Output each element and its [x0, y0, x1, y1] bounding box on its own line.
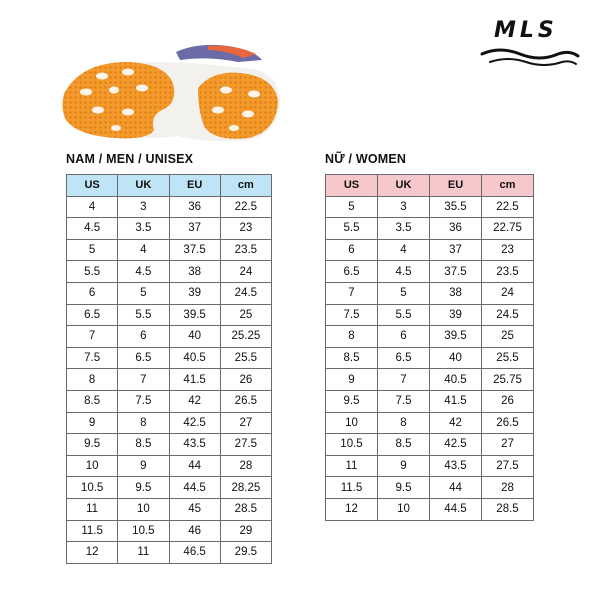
size-cell-eu: 40.5: [169, 347, 220, 369]
table-row: [326, 239, 534, 261]
size-cell-uk: 10: [118, 498, 169, 520]
header-uk: UK: [118, 175, 169, 197]
size-cell-eu: 46.5: [169, 542, 220, 564]
size-cell-eu: 37: [169, 218, 220, 240]
size-cell-us: 9: [67, 412, 118, 434]
size-cell-cm: 23: [220, 218, 271, 240]
size-cell-cm: 28: [220, 455, 271, 477]
size-cell-eu: 42.5: [430, 434, 482, 456]
size-cell-uk: 4: [378, 239, 430, 261]
size-cell-uk: 3: [118, 196, 169, 218]
header-eu: EU: [169, 175, 220, 197]
size-cell-uk: 6: [378, 326, 430, 348]
size-cell-cm: 29: [220, 520, 271, 542]
size-cell-eu: 38: [430, 282, 482, 304]
size-cell-cm: 28.5: [220, 498, 271, 520]
size-cell-eu: 44.5: [430, 498, 482, 520]
table-row: [67, 477, 272, 499]
women-size-title: NỮ / WOMEN: [325, 152, 407, 166]
size-cell-cm: 24.5: [482, 304, 534, 326]
size-cell-uk: 8: [118, 412, 169, 434]
header-us: US: [67, 175, 118, 197]
size-cell-uk: 9: [118, 455, 169, 477]
table-row: [67, 369, 272, 391]
size-cell-us: 10.5: [326, 434, 378, 456]
size-cell-cm: 25.25: [220, 326, 271, 348]
women-header-row: [326, 175, 534, 197]
table-row: [326, 498, 534, 520]
men-header-row: [67, 175, 272, 197]
size-cell-uk: 3: [378, 196, 430, 218]
men-size-table: [66, 174, 272, 564]
size-cell-cm: 22.5: [220, 196, 271, 218]
size-cell-eu: 42.5: [169, 412, 220, 434]
size-cell-uk: 9.5: [378, 477, 430, 499]
size-cell-eu: 37: [430, 239, 482, 261]
size-cell-us: 7: [326, 282, 378, 304]
size-cell-cm: 22.5: [482, 196, 534, 218]
size-cell-uk: 8.5: [118, 434, 169, 456]
table-row: [67, 390, 272, 412]
size-cell-uk: 4.5: [118, 261, 169, 283]
size-cell-uk: 3.5: [118, 218, 169, 240]
size-cell-us: 5.5: [326, 218, 378, 240]
table-row: [67, 304, 272, 326]
size-cell-uk: 7: [378, 369, 430, 391]
size-cell-cm: 23.5: [220, 239, 271, 261]
size-cell-eu: 45: [169, 498, 220, 520]
size-cell-cm: 26.5: [220, 390, 271, 412]
header-uk: UK: [378, 175, 430, 197]
size-cell-cm: 25: [482, 326, 534, 348]
size-cell-us: 5: [67, 239, 118, 261]
size-cell-eu: 37.5: [430, 261, 482, 283]
table-row: [326, 369, 534, 391]
size-cell-cm: 25.5: [482, 347, 534, 369]
size-cell-us: 10.5: [67, 477, 118, 499]
size-cell-cm: 27: [220, 412, 271, 434]
size-cell-cm: 26: [220, 369, 271, 391]
size-cell-us: 7: [67, 326, 118, 348]
header-cm: cm: [220, 175, 271, 197]
size-cell-cm: 22.75: [482, 218, 534, 240]
size-cell-cm: 27.5: [220, 434, 271, 456]
size-cell-eu: 44.5: [169, 477, 220, 499]
size-cell-uk: 10.5: [118, 520, 169, 542]
size-cell-us: 4: [67, 196, 118, 218]
size-cell-us: 6: [67, 282, 118, 304]
size-cell-cm: 28.5: [482, 498, 534, 520]
size-cell-cm: 28: [482, 477, 534, 499]
size-cell-uk: 7.5: [378, 390, 430, 412]
size-cell-eu: 39.5: [169, 304, 220, 326]
table-row: [67, 326, 272, 348]
size-cell-cm: 25.75: [482, 369, 534, 391]
size-cell-cm: 23: [482, 239, 534, 261]
size-cell-eu: 39: [430, 304, 482, 326]
table-row: [326, 434, 534, 456]
size-cell-us: 8.5: [326, 347, 378, 369]
size-cell-uk: 5.5: [378, 304, 430, 326]
table-row: [326, 412, 534, 434]
size-cell-us: 8.5: [67, 390, 118, 412]
size-cell-uk: 9.5: [118, 477, 169, 499]
size-cell-eu: 44: [430, 477, 482, 499]
size-cell-cm: 24.5: [220, 282, 271, 304]
size-cell-cm: 27.5: [482, 455, 534, 477]
size-cell-uk: 8.5: [378, 434, 430, 456]
size-cell-eu: 39.5: [430, 326, 482, 348]
table-row: [67, 239, 272, 261]
table-row: [67, 520, 272, 542]
size-cell-uk: 3.5: [378, 218, 430, 240]
size-cell-eu: 42: [169, 390, 220, 412]
size-cell-us: 6.5: [326, 261, 378, 283]
header-cm: cm: [482, 175, 534, 197]
table-row: [67, 261, 272, 283]
table-row: [326, 282, 534, 304]
size-cell-us: 11.5: [326, 477, 378, 499]
size-cell-eu: 42: [430, 412, 482, 434]
size-cell-cm: 25: [220, 304, 271, 326]
size-cell-uk: 4: [118, 239, 169, 261]
table-row: [326, 218, 534, 240]
size-cell-uk: 5: [118, 282, 169, 304]
table-row: [67, 455, 272, 477]
size-cell-uk: 7.5: [118, 390, 169, 412]
wave-icon: [480, 44, 580, 68]
size-cell-eu: 43.5: [430, 455, 482, 477]
size-cell-cm: 24: [220, 261, 271, 283]
size-cell-cm: 29.5: [220, 542, 271, 564]
size-cell-eu: 46: [169, 520, 220, 542]
size-cell-cm: 25.5: [220, 347, 271, 369]
size-cell-us: 10: [67, 455, 118, 477]
size-cell-eu: 38: [169, 261, 220, 283]
brand-logo: [480, 18, 580, 70]
size-cell-uk: 5: [378, 282, 430, 304]
size-cell-cm: 26: [482, 390, 534, 412]
size-cell-eu: 44: [169, 455, 220, 477]
table-row: [67, 282, 272, 304]
size-cell-us: 11.5: [67, 520, 118, 542]
size-cell-us: 4.5: [67, 218, 118, 240]
size-cell-us: 10: [326, 412, 378, 434]
size-cell-us: 11: [326, 455, 378, 477]
table-row: [326, 304, 534, 326]
size-cell-us: 9: [326, 369, 378, 391]
table-row: [326, 196, 534, 218]
size-cell-eu: 36: [430, 218, 482, 240]
size-cell-eu: 40: [430, 347, 482, 369]
size-cell-uk: 6.5: [378, 347, 430, 369]
size-cell-us: 6: [326, 239, 378, 261]
size-cell-uk: 11: [118, 542, 169, 564]
women-size-table: [325, 174, 534, 521]
size-cell-us: 5.5: [67, 261, 118, 283]
size-cell-uk: 8: [378, 412, 430, 434]
size-cell-eu: 41.5: [169, 369, 220, 391]
size-cell-uk: 5.5: [118, 304, 169, 326]
table-row: [67, 412, 272, 434]
size-cell-uk: 10: [378, 498, 430, 520]
size-cell-uk: 6: [118, 326, 169, 348]
size-cell-cm: 24: [482, 282, 534, 304]
size-cell-us: 9.5: [67, 434, 118, 456]
size-cell-us: 12: [326, 498, 378, 520]
size-cell-uk: 6.5: [118, 347, 169, 369]
shoe-sole-icon: [58, 40, 284, 144]
header-us: US: [326, 175, 378, 197]
size-cell-eu: 40: [169, 326, 220, 348]
size-cell-eu: 36: [169, 196, 220, 218]
size-cell-us: 8: [67, 369, 118, 391]
size-cell-cm: 26.5: [482, 412, 534, 434]
table-row: [326, 390, 534, 412]
size-cell-us: 7.5: [67, 347, 118, 369]
size-cell-uk: 9: [378, 455, 430, 477]
size-cell-cm: 27: [482, 434, 534, 456]
size-cell-us: 6.5: [67, 304, 118, 326]
table-row: [326, 347, 534, 369]
header-eu: EU: [430, 175, 482, 197]
size-cell-cm: 28.25: [220, 477, 271, 499]
table-row: [67, 498, 272, 520]
table-row: [67, 196, 272, 218]
table-row: [326, 455, 534, 477]
table-row: [67, 434, 272, 456]
size-cell-us: 9.5: [326, 390, 378, 412]
size-cell-eu: 41.5: [430, 390, 482, 412]
table-row: [326, 261, 534, 283]
table-row: [67, 542, 272, 564]
size-cell-eu: 43.5: [169, 434, 220, 456]
size-cell-us: 5: [326, 196, 378, 218]
size-cell-eu: 40.5: [430, 369, 482, 391]
men-size-title: NAM / MEN / UNISEX: [66, 152, 194, 166]
size-cell-uk: 4.5: [378, 261, 430, 283]
size-cell-eu: 37.5: [169, 239, 220, 261]
table-row: [67, 347, 272, 369]
table-row: [326, 326, 534, 348]
table-row: [326, 477, 534, 499]
size-cell-uk: 7: [118, 369, 169, 391]
size-cell-eu: 39: [169, 282, 220, 304]
size-cell-us: 7.5: [326, 304, 378, 326]
size-cell-eu: 35.5: [430, 196, 482, 218]
table-row: [67, 218, 272, 240]
brand-logo-text: MLS: [494, 18, 558, 43]
size-cell-us: 11: [67, 498, 118, 520]
size-cell-cm: 23.5: [482, 261, 534, 283]
size-cell-us: 12: [67, 542, 118, 564]
size-cell-us: 8: [326, 326, 378, 348]
